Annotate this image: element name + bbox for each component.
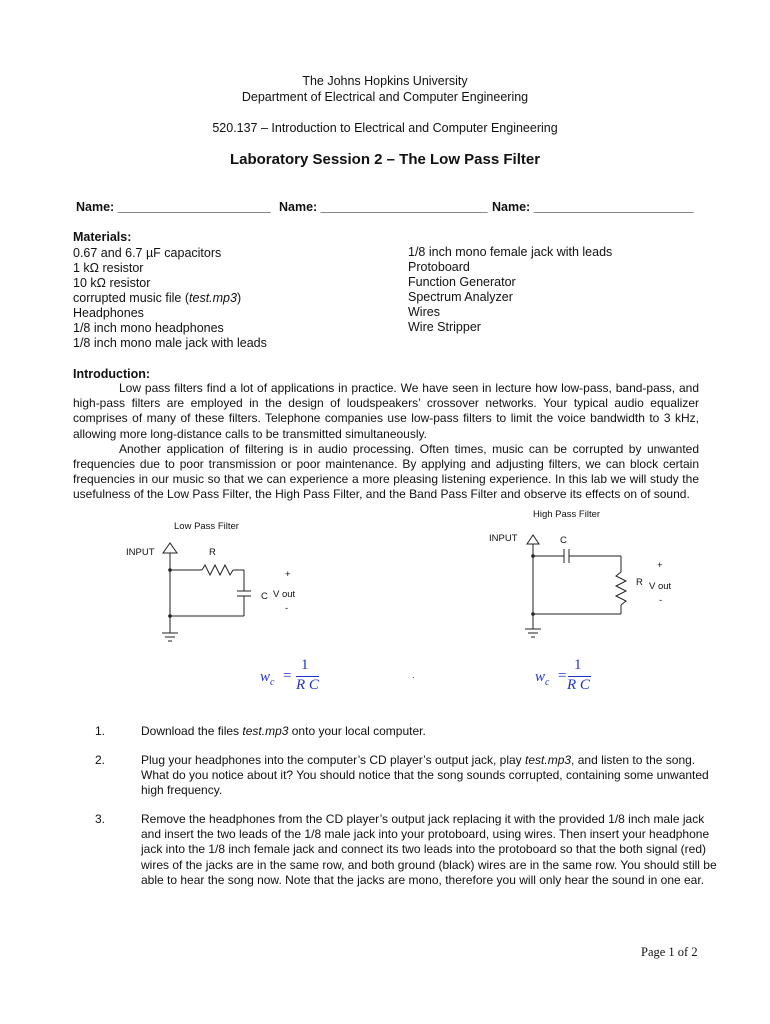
introduction-paragraph-2: Another application of filtering is in audio processing. Often times, music can be corrupted by unwanted frequencies due to poor transmission or poor maintenance. By applying and adjusting filters, we can block certain frequencies in our music so that we can experience a more pleasing listening experience. In this lab we will study the usefulness of the Low Pass Filter, the High Pass Filter, and the Band Pass Filter and observe its effects on of sound. [73,441,699,502]
list-item: 1 kΩ resistor [73,261,144,275]
step-text: Download the files test.mp3 onto your local computer. [141,724,426,738]
high-pass-r-label: R [636,577,643,588]
list-item: 1/8 inch mono female jack with leads [408,245,613,259]
page-number: Page 1 of 2 [641,945,698,959]
formula-numerator: 1 [301,657,309,673]
formula-denominator: R C [296,677,319,693]
list-item: Spectrum Analyzer [408,290,513,304]
list-item: Headphones [73,306,144,320]
list-item: 10 kΩ resistor [73,276,151,290]
list-item: 1/8 inch mono male jack with leads [73,336,267,350]
resistor-icon [202,565,233,575]
materials-heading: Materials: [73,230,132,244]
low-pass-vout-label: V out [273,589,296,600]
music-file-name: test.mp3 [189,291,237,305]
list-item: Wire Stripper [408,320,481,334]
step-text: Plug your headphones into the computer’s CD player’s output jack, play test.mp3, and listen to the song. What do you notice about it? You should notice that the song sounds corrupted, containing some unwanted high frequency. [141,753,709,798]
low-pass-input-label: INPUT [126,547,155,558]
step-number: 2. [95,753,106,767]
high-pass-input-label: INPUT [489,533,518,544]
high-pass-minus-label: - [659,595,663,606]
low-pass-cutoff-formula [260,657,330,697]
name-field-2: Name: ________________________ [279,200,488,214]
course-title: 520.137 – Introduction to Electrical and Computer Engineering [212,121,558,135]
step-number: 3. [95,812,106,826]
list-item: 1/8 inch mono headphones [73,321,224,335]
formula-omega: w [535,669,546,685]
low-pass-r-label: R [209,547,216,558]
list-item: 0.67 and 6.7 µF capacitors [73,246,222,260]
formula-numerator: 1 [574,657,582,673]
list-item: Protoboard [408,260,470,274]
input-terminal-icon [527,535,539,544]
list-item: Wires [408,305,440,319]
formula-subscript: c [270,677,275,688]
formula-subscript: c [545,677,550,688]
close-paren: ) [236,291,242,305]
low-pass-plus-label: + [285,569,291,580]
high-pass-cutoff-formula [535,657,605,697]
high-pass-circuit-diagram [515,532,635,640]
formula-equals: = [283,668,292,684]
high-pass-c-label: C [560,535,567,546]
introduction-paragraph-1: Low pass filters find a lot of applications in practice. We have seen in lecture how low-pass, band-pass, and high-pass filters are employed in the design of loudspeakers’ crossover networks. Your typical audio equalizer comprises of many of these filters. Telephone companies use low-pass filters to limit the voice bandwidth to 3 kHz, allowing more long-distance calls to be transmitted simultaneously. [73,381,699,441]
formula-denominator: R C [567,677,590,693]
university-name: The Johns Hopkins University [302,74,468,88]
department-name: Department of Electrical and Computer Engineering [241,90,529,104]
low-pass-title: Low Pass Filter [174,521,239,532]
input-terminal-icon [163,543,177,553]
separator-dot: . [412,670,415,680]
materials-list-right [408,245,612,335]
high-pass-plus-label: + [657,560,663,571]
page-title: Laboratory Session 2 – The Low Pass Filter [229,151,541,168]
step-text: Remove the headphones from the CD player’s output jack replacing it with the provided 1/8 inch male jack and insert the two leads of the 1/8 male jack into your protoboard, using wires. Then insert your headphone jack into the 1/8 inch female jack and connect its two leads into the protoboard so that the both signal (red) wires of the jacks are in the same row, and both ground (black) wires are in the same row. You should still be able to hear the song now. Note that the jacks are mono, therefore you will only hear the sound in one ear. [141,812,717,887]
name-field-1: Name: ______________________ [76,200,271,214]
high-pass-title: High Pass Filter [533,509,601,520]
introduction-heading: Introduction: [73,367,151,381]
low-pass-minus-label: - [285,603,289,614]
introduction-body [73,381,699,503]
low-pass-circuit-diagram [150,540,260,645]
formula-equals: = [558,668,567,684]
formula-omega: w [260,669,271,685]
step-number: 1. [95,724,106,738]
resistor-icon [616,572,626,605]
list-item: Function Generator [408,275,516,289]
list-item-text: corrupted music file ( [73,291,190,305]
materials-list-left [73,246,267,351]
list-item [73,291,267,306]
name-field-3: Name: _______________________ [492,200,694,214]
high-pass-vout-label: V out [649,581,672,592]
low-pass-c-label: C [261,591,268,602]
